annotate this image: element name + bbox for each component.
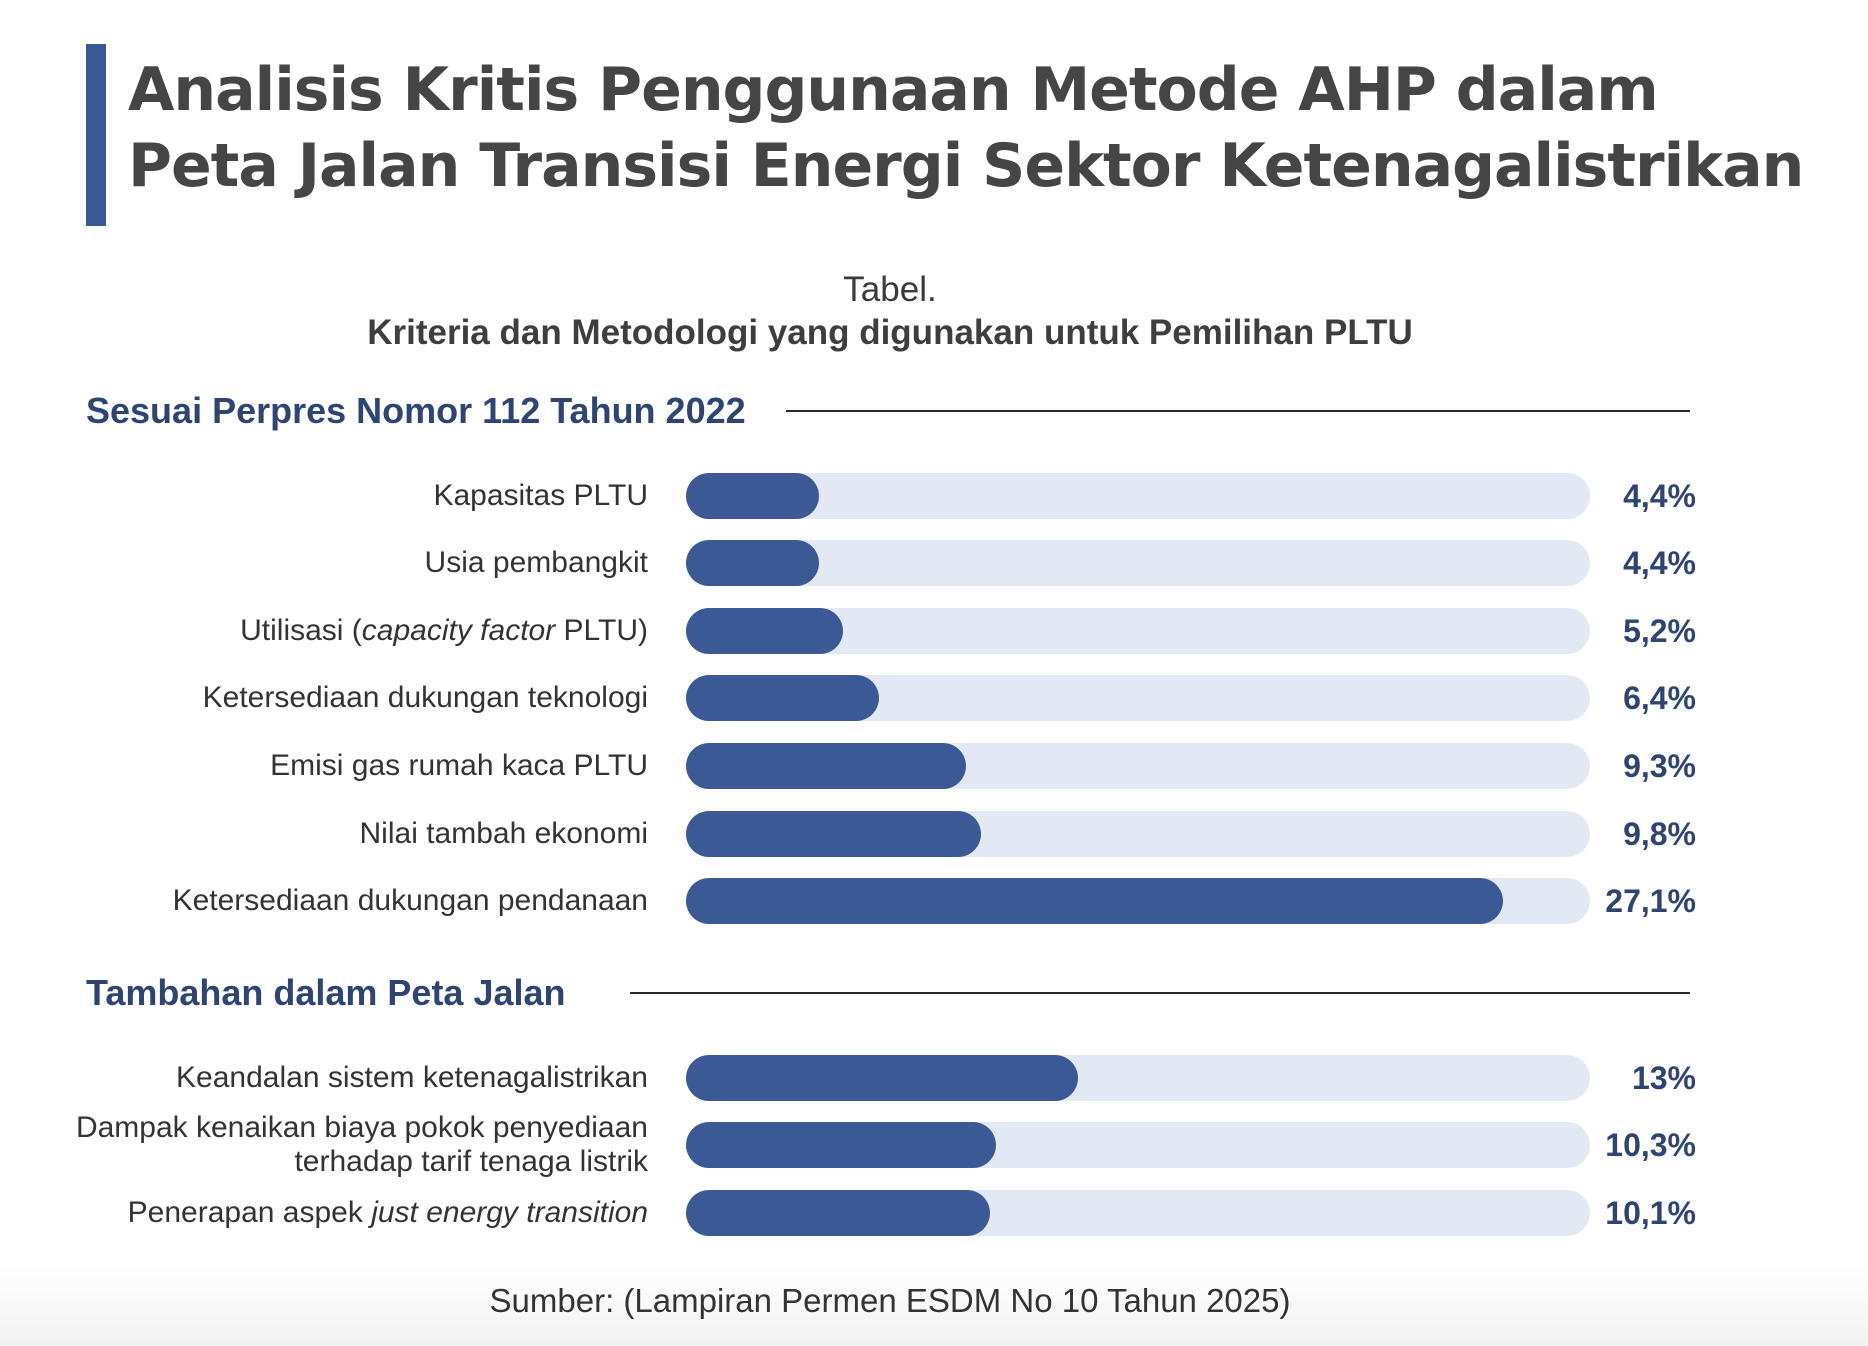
category-label: Usia pembangkit [424, 546, 648, 579]
source-note: Sumber: (Lampiran Permen ESDM No 10 Tahun 2025) [489, 1282, 1291, 1319]
category-label: Kapasitas PLTU [433, 479, 648, 512]
value-label: 13% [1631, 1060, 1696, 1096]
bar-track [686, 1190, 1590, 1236]
value-label: 10,1% [1605, 1195, 1696, 1231]
value-label: 27,1% [1605, 883, 1696, 919]
bar-track [686, 608, 1590, 654]
value-label: 10,3% [1605, 1127, 1696, 1163]
bar-track [686, 675, 1590, 721]
bar [686, 1122, 996, 1168]
value-label: 4,4% [1623, 478, 1696, 514]
category-label: Nilai tambah ekonomi [359, 817, 648, 850]
title-accent-bar [86, 44, 106, 226]
bar-track [686, 1122, 1590, 1168]
bar [686, 608, 843, 654]
bar-track [686, 811, 1590, 857]
category-label-text: Utilisasi ( [240, 614, 362, 647]
page-title [128, 52, 1848, 204]
bar [686, 1190, 990, 1236]
category-label-line: Dampak kenaikan biaya pokok penyediaan [75, 1111, 648, 1144]
table-label: Tabel. [843, 270, 937, 309]
category-label [8, 1196, 648, 1230]
page-title-line-2: Peta Jalan Transisi Energi Sektor Ketenagalistrikan [128, 131, 1804, 201]
value-label: 9,3% [1623, 748, 1696, 784]
category-label: Ketersediaan dukungan teknologi [202, 681, 648, 714]
page-title-line-1: Analisis Kritis Penggunaan Metode AHP dalam [128, 55, 1658, 125]
bar [686, 473, 819, 519]
bar-track [686, 743, 1590, 789]
category-label-italic: capacity factor [361, 614, 556, 647]
value-label: 6,4% [1623, 680, 1696, 716]
category-label: Ketersediaan dukungan pendanaan [172, 884, 648, 917]
category-label [8, 1111, 648, 1179]
bar-track [686, 540, 1590, 586]
bar-track [686, 473, 1590, 519]
chart-title: Kriteria dan Metodologi yang digunakan untuk Pemilihan PLTU [367, 313, 1413, 352]
category-label: Emisi gas rumah kaca PLTU [270, 749, 648, 782]
category-label: Keandalan sistem ketenagalistrikan [176, 1061, 648, 1094]
value-label: 9,8% [1623, 816, 1696, 852]
bar [686, 540, 819, 586]
category-label [8, 614, 648, 648]
bar [686, 1055, 1078, 1101]
bar [686, 811, 981, 857]
category-label-text: Penerapan aspek [127, 1196, 372, 1229]
bar [686, 743, 966, 789]
value-label: 4,4% [1623, 545, 1696, 581]
category-label-text: PLTU) [555, 614, 648, 647]
bar-track [686, 1055, 1590, 1101]
section-heading-peta-jalan: Tambahan dalam Peta Jalan [86, 972, 566, 1013]
category-label-line: terhadap tarif tenaga listrik [294, 1145, 648, 1178]
section-divider [786, 410, 1690, 412]
bar [686, 675, 879, 721]
bar [686, 878, 1503, 924]
section-heading-perpres: Sesuai Perpres Nomor 112 Tahun 2022 [86, 390, 746, 431]
value-label: 5,2% [1623, 613, 1696, 649]
bar-track [686, 878, 1590, 924]
category-label-italic: just energy transition [371, 1196, 648, 1229]
section-divider [630, 992, 1690, 994]
